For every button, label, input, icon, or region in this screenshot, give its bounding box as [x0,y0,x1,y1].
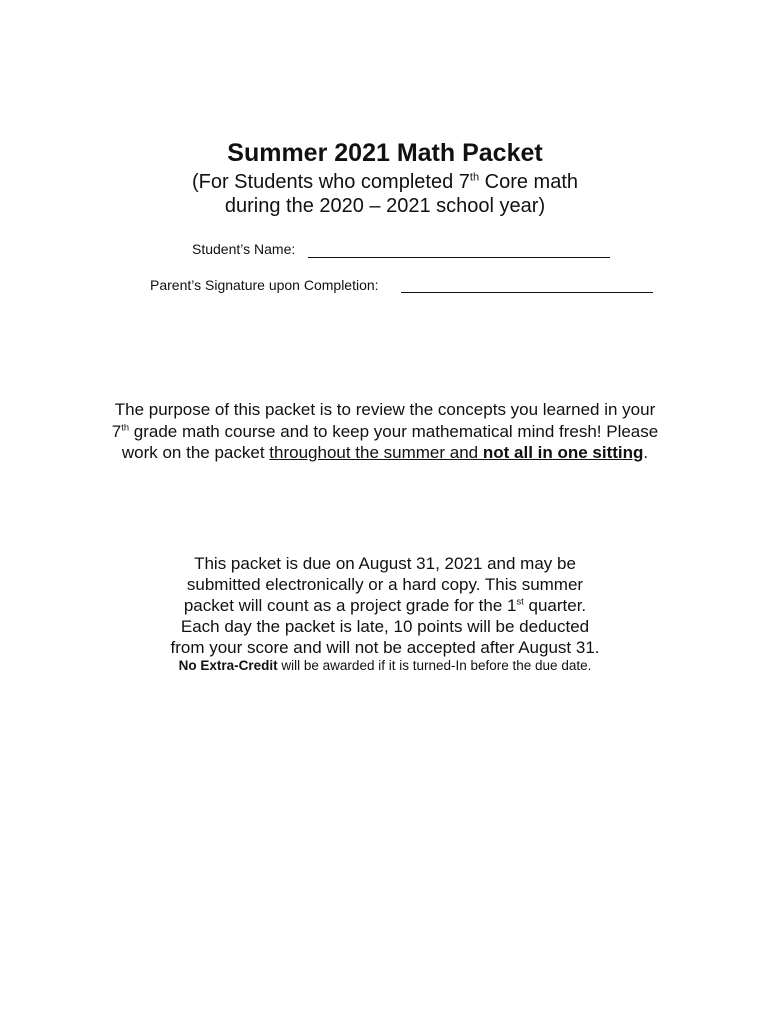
purpose-bold-underlined-text: not all in one sitting [482,443,644,462]
student-name-field[interactable] [308,242,610,258]
purpose-paragraph [0,399,770,464]
purpose-grade-number: 7 [111,421,122,441]
due-line-4: Each day the packet is late, 10 points will be deducted [180,617,590,636]
purpose-line-2-text: grade math course and to keep your mathematical mind fresh! Please [129,421,659,441]
subtitle-line-1-end: Core math [479,171,579,193]
due-superscript: st [516,596,524,607]
purpose-line-2 [0,421,770,443]
due-date-paragraph [0,553,770,658]
purpose-line-1: The purpose of this packet is to review the concepts you learned in your [114,400,656,419]
purpose-superscript: th [121,421,130,432]
parent-signature-field[interactable] [401,278,653,293]
student-name-label: Student’s Name: [192,241,296,257]
due-line-2: submitted electronically or a hard copy. This summer [186,575,584,594]
due-line-5: from your score and will not be accepted after August 31. [170,638,600,657]
due-line-3-end: quarter. [523,596,587,615]
parent-signature-label: Parent’s Signature upon Completion: [150,277,379,293]
purpose-line-3 [0,442,770,464]
subtitle-superscript: th [469,171,480,184]
purpose-line-3-start: work on the packet [121,443,270,462]
extra-credit-bold: No Extra-Credit [178,658,278,673]
due-line-3-start: packet will count as a project grade for the 1 [183,596,517,615]
purpose-line-3-end: . [643,443,649,462]
extra-credit-rest: will be awarded if it is turned-In before the due date. [277,658,592,673]
due-line-3 [0,595,770,616]
due-line-1: This packet is due on August 31, 2021 and may be [194,554,576,573]
subtitle-line-1 [0,171,770,194]
page-title: Summer 2021 Math Packet [227,139,543,167]
subtitle-line-1-start: (For Students who completed 7 [191,171,470,193]
extra-credit-note [0,658,770,673]
purpose-underlined-text: throughout the summer and [269,443,483,462]
subtitle-line-2: during the 2020 – 2021 school year) [224,195,546,217]
